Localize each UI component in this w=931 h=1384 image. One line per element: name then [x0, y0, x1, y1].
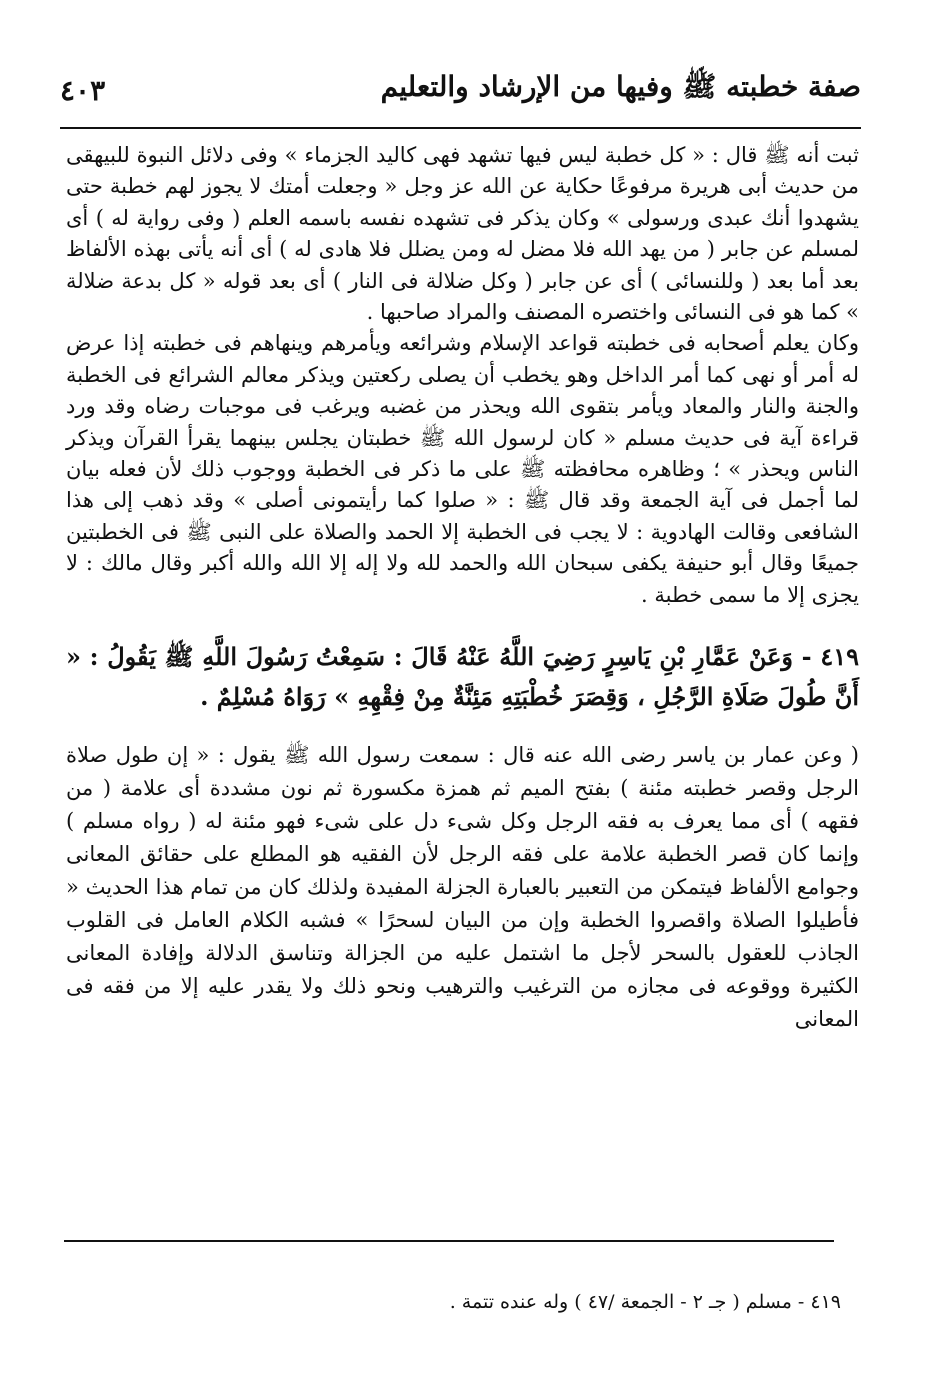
page-header: [60, 60, 861, 120]
footnote-rule: [64, 1240, 834, 1242]
commentary-paragraph: ( وعن عمار بن ياسر رضى الله عنه قال : سمعت رسول الله ﷺ يقول : « إن طول صلاة الرجل وقصر خطبته مئنة ) بفتح الميم ثم همزة مكسورة ثم نون مشددة أى علامة ( من فقهه ) أى مما يعرف به فقه الرجل وكل شىء دل على شىء فهو مئنة له ( رواه مسلم ) وإنما كان قصر الخطبة علامة على فقه الرجل لأن الفقيه هو المطلع على حقائق المعانى وجوامع الألفاظ فيتمكن من التعبير بالعبارة الجزلة المفيدة ولذلك كان من تمام هذا الحديث « فأطيلوا الصلاة واقصروا الخطبة وإن من البيان لسحرًا » فشبه الكلام العامل فى القلوب الجاذب للعقول بالسحر لأجل ما اشتمل عليه من الجزالة وتناسق الدلالة وإفادة المعانى الكثيرة ووقوعه فى مجازه من الترغيب والترهيب ونحو ذلك ولا يقدر عليه إلا من فقه فى المعانى: [66, 743, 859, 1032]
footnote: ٤١٩ - مسلم ( جـ ٢ - الجمعة /٤٧ ) وله عنده تتمة .: [449, 1291, 841, 1313]
second-paragraph: وكان يعلم أصحابه فى خطبته قواعد الإسلام وشرائعه ويأمرهم وينهاهم فى خطبته إذا عرض له أمر أو نهى كما أمر الداخل وهو يخطب أن يصلى ركعتين ويذكر معالم الشرائع فى الخطبة والجنة والنار والمعاد ويأمر بتقوى الله ويحذر من غضبه ويرغب فى موجبات رضاه وقد ورد قراءة آية فى حديث مسلم « كان لرسول الله ﷺ خطبتان يجلس بينهما يقرأ القرآن ويذكر الناس ويحذر » ؛ وظاهره محافظته ﷺ على ما ذكر فى الخطبة ووجوب ذلك لأن فعله بيان لما أجمل فى آية الجمعة وقد قال ﷺ : « صلوا كما رأيتمونى أصلى » وقد ذهب إلى هذا الشافعى وقالت الهادوية : لا يجب فى الخطبة إلا الحمد والصلاة على النبى ﷺ فى الخطبتين جميعًا وقال أبو حنيفة يكفى سبحان الله والحمد لله ولا إله إلا الله والله أكبر وقال مالك : لا يجزى إلا ما سمى خطبة .: [66, 331, 859, 607]
running-title: صفة خطبته ﷺ وفيها من الإرشاد والتعليم: [380, 70, 861, 103]
page-number: ٤٠٣: [60, 73, 106, 107]
header-rule: [60, 127, 861, 129]
main-text: [66, 140, 859, 1036]
hadith-text: ٤١٩ - وَعَنْ عَمَّارِ بْنِ يَاسِرٍ رَضِيَ اللَّهُ عَنْهُ قَالَ : سَمِعْتُ رَسُولَ اللَّهِ ﷺ يَقُولُ : « أَنَّ طُولَ صَلَاةِ الرَّجُلِ ، وَقِصَرَ خُطْبَتِهِ مَئِنَّةٌ مِنْ فِقْهِهِ » رَوَاهُ مُسْلِمٌ .: [66, 642, 859, 712]
intro-paragraph: ثبت أنه ﷺ قال : « كل خطبة ليس فيها تشهد فهى كاليد الجزماء » وفى دلائل النبوة للبيهقى من حديث أبى هريرة مرفوعًا حكاية عن الله عز وجل « وجعلت أمتك لا يجوز لهم خطبة حتى يشهدوا أنك عبدى ورسولى » وكان يذكر فى تشهده نفسه باسمه العلم ( وفى رواية له ) أى لمسلم عن جابر ( من يهد الله فلا مضل له ومن يضلل فلا هادى له ) أى أنه يأتى بهذه الألفاظ بعد أما بعد ( وللنسائى ) أى عن جابر ( وكل ضلالة فى النار ) أى بعد قوله « كل بدعة ضلالة » كما هو فى النسائى واختصره المصنف والمراد صاحبها .: [66, 143, 859, 325]
